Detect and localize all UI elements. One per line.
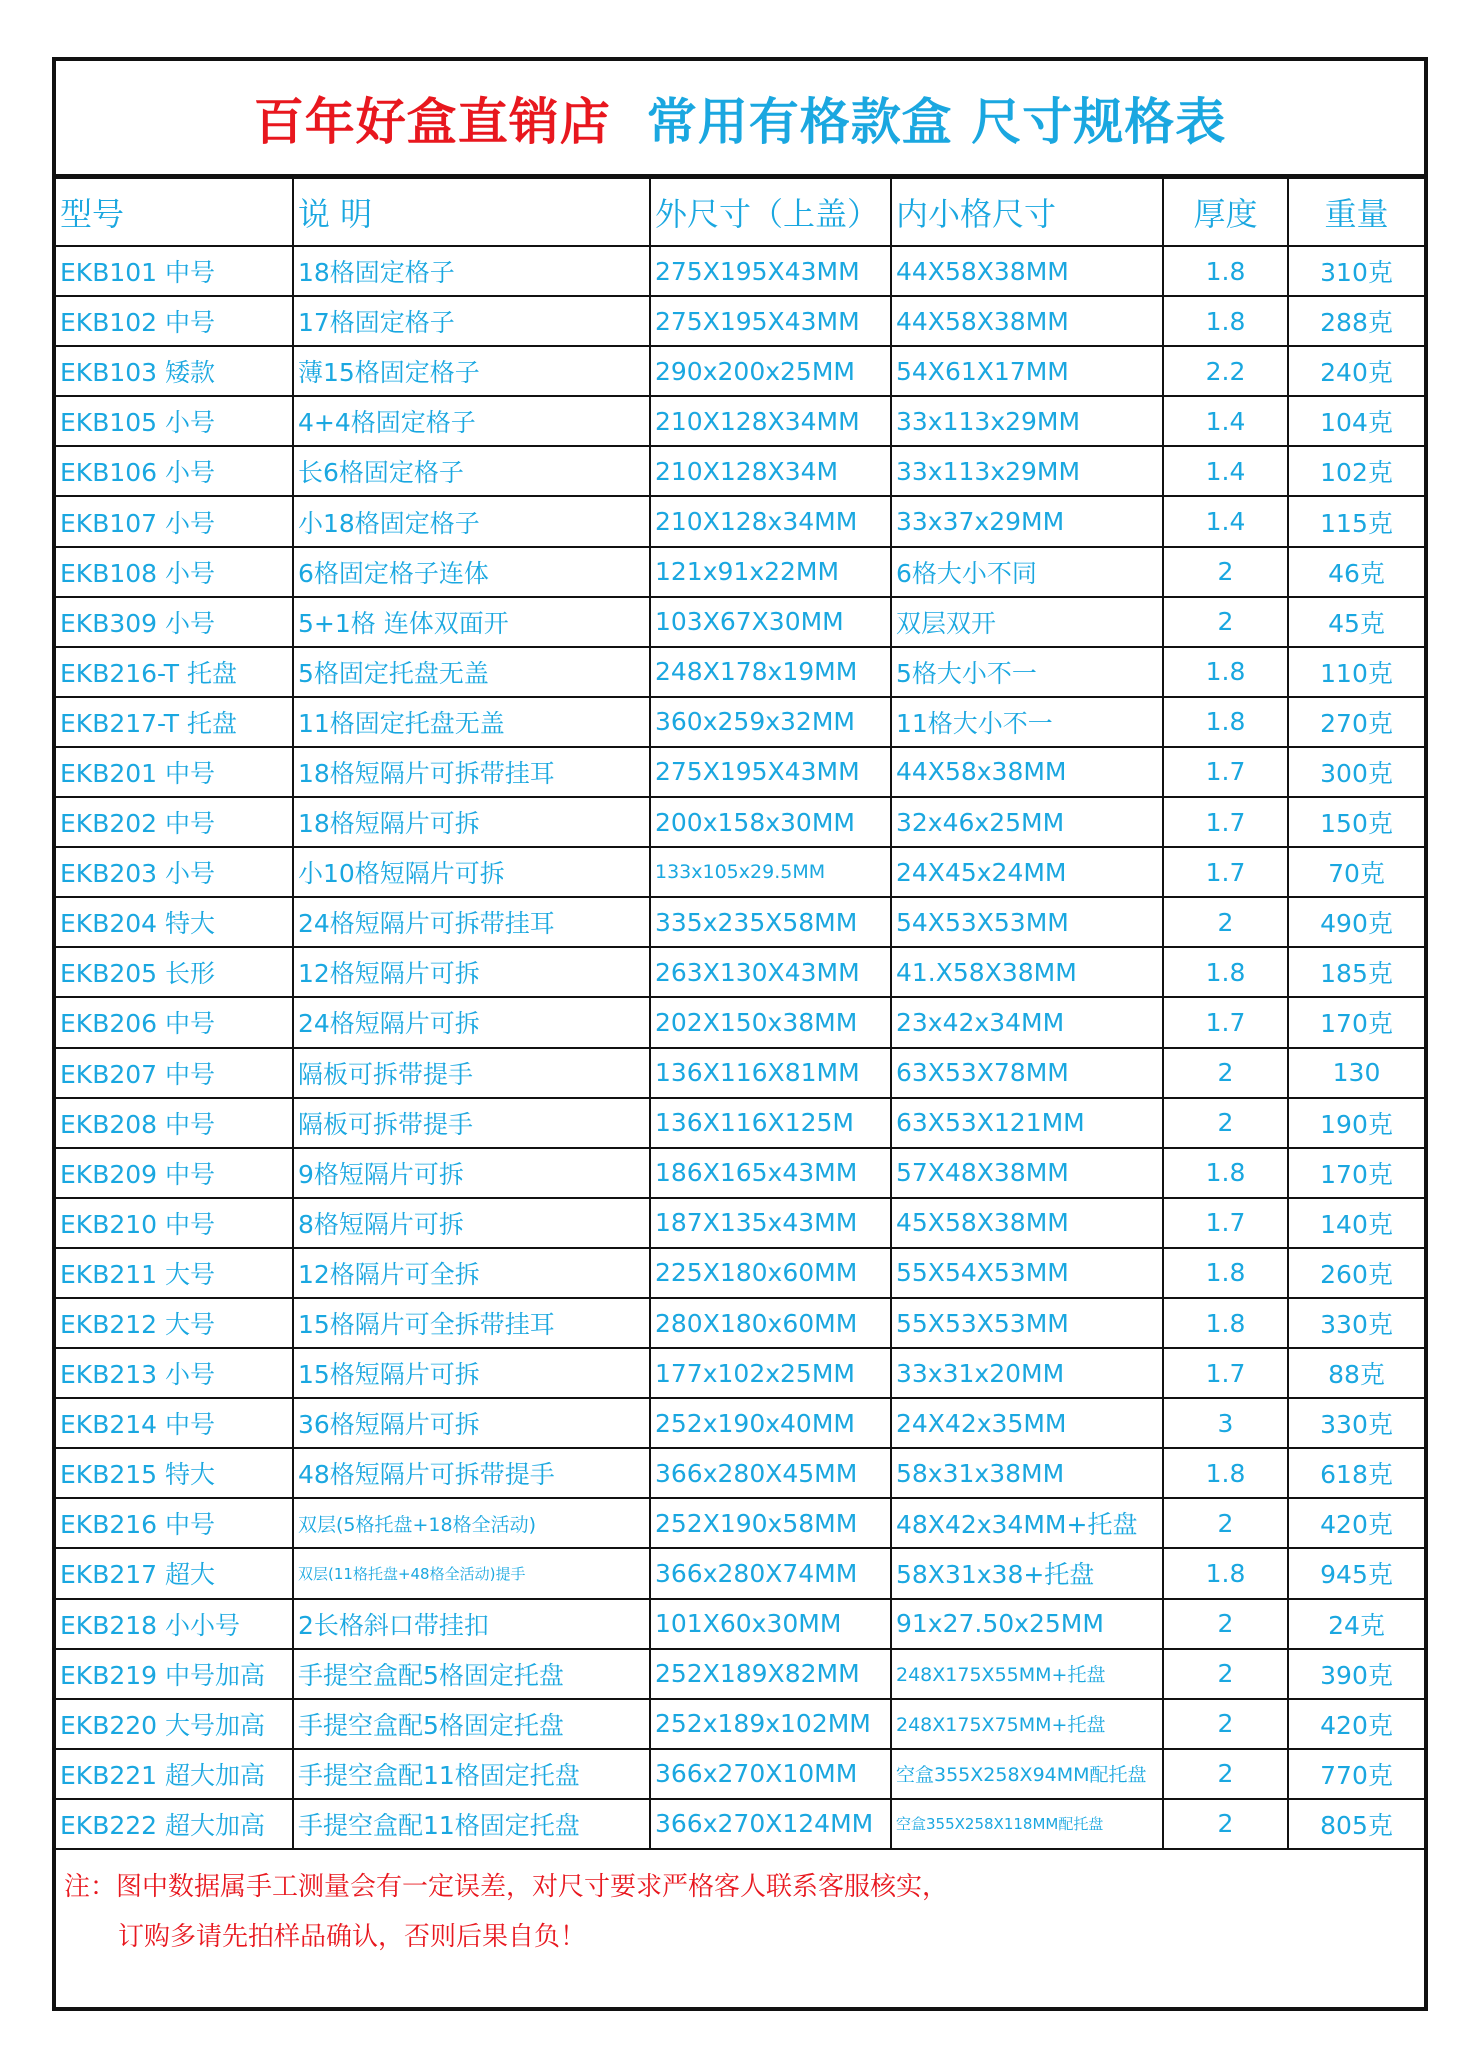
table-row [56, 797, 1424, 847]
cell-description: 手提空盒配11格固定托盘 [293, 1749, 650, 1799]
cell-description: 薄15格固定格子 [293, 346, 650, 396]
cell-outer-size: 366x280X74MM [650, 1548, 891, 1598]
cell-outer-size: 177x102x25MM [650, 1348, 891, 1398]
cell-model: EKB215 特大 [56, 1448, 293, 1498]
cell-model: EKB218 小小号 [56, 1599, 293, 1649]
cell-weight: 770克 [1288, 1749, 1424, 1799]
cell-model: EKB216-T 托盘 [56, 647, 293, 697]
cell-weight: 300克 [1288, 747, 1424, 797]
table-row [56, 747, 1424, 797]
cell-model: EKB108 小号 [56, 547, 293, 597]
cell-thickness: 1.8 [1163, 697, 1288, 747]
cell-model: EKB211 大号 [56, 1248, 293, 1298]
cell-model: EKB208 中号 [56, 1098, 293, 1148]
cell-inner-size: 54X61X17MM [891, 346, 1163, 396]
cell-inner-size: 32x46x25MM [891, 797, 1163, 847]
table-row [56, 1548, 1424, 1598]
table-row [56, 396, 1424, 446]
cell-description: 17格固定格子 [293, 296, 650, 346]
cell-weight: 330克 [1288, 1298, 1424, 1348]
cell-description: 15格隔片可全拆带挂耳 [293, 1298, 650, 1348]
cell-inner-size: 空盒355X258X118MM配托盘 [891, 1799, 1163, 1849]
cell-outer-size: 200x158x30MM [650, 797, 891, 847]
cell-inner-size: 48X42x34MM+托盘 [891, 1498, 1163, 1548]
cell-weight: 70克 [1288, 847, 1424, 897]
cell-model: EKB219 中号加高 [56, 1649, 293, 1699]
table-row [56, 1649, 1424, 1699]
cell-weight: 240克 [1288, 346, 1424, 396]
cell-weight: 24克 [1288, 1599, 1424, 1649]
table-row [56, 547, 1424, 597]
cell-weight: 190克 [1288, 1098, 1424, 1148]
cell-weight: 310克 [1288, 246, 1424, 296]
table-row [56, 1398, 1424, 1448]
cell-description: 小18格固定格子 [293, 496, 650, 546]
cell-thickness: 1.8 [1163, 1548, 1288, 1598]
cell-thickness: 2 [1163, 1599, 1288, 1649]
cell-outer-size: 133x105x29.5MM [650, 847, 891, 897]
cell-description: 18格短隔片可拆 [293, 797, 650, 847]
cell-inner-size: 33x31x20MM [891, 1348, 1163, 1398]
cell-outer-size: 366x280X45MM [650, 1448, 891, 1498]
col-header-outer-size: 外尺寸（上盖） [650, 178, 891, 246]
cell-description: 12格隔片可全拆 [293, 1248, 650, 1298]
cell-weight: 102克 [1288, 446, 1424, 496]
cell-inner-size: 44X58X38MM [891, 246, 1163, 296]
cell-description: 隔板可拆带提手 [293, 1048, 650, 1098]
cell-model: EKB216 中号 [56, 1498, 293, 1548]
cell-description: 手提空盒配5格固定托盘 [293, 1699, 650, 1749]
cell-inner-size: 33x113x29MM [891, 396, 1163, 446]
cell-inner-size: 双层双开 [891, 597, 1163, 647]
cell-weight: 390克 [1288, 1649, 1424, 1699]
cell-thickness: 2 [1163, 547, 1288, 597]
cell-weight: 420克 [1288, 1699, 1424, 1749]
cell-outer-size: 210X128x34MM [650, 496, 891, 546]
cell-inner-size: 23x42x34MM [891, 997, 1163, 1047]
cell-weight: 618克 [1288, 1448, 1424, 1498]
cell-description: 15格短隔片可拆 [293, 1348, 650, 1398]
cell-outer-size: 360x259x32MM [650, 697, 891, 747]
table-row [56, 1148, 1424, 1198]
cell-weight: 88克 [1288, 1348, 1424, 1398]
cell-outer-size: 290x200x25MM [650, 346, 891, 396]
cell-weight: 945克 [1288, 1548, 1424, 1598]
cell-thickness: 2 [1163, 1048, 1288, 1098]
table-row [56, 997, 1424, 1047]
cell-weight: 270克 [1288, 697, 1424, 747]
cell-model: EKB204 特大 [56, 897, 293, 947]
cell-weight: 260克 [1288, 1248, 1424, 1298]
col-header-inner-size: 内小格尺寸 [891, 178, 1163, 246]
table-header-row [56, 178, 1424, 246]
table-row [56, 1799, 1424, 1849]
cell-outer-size: 263X130X43MM [650, 947, 891, 997]
table-row [56, 246, 1424, 296]
cell-weight: 45克 [1288, 597, 1424, 647]
cell-thickness: 2.2 [1163, 346, 1288, 396]
cell-thickness: 2 [1163, 1699, 1288, 1749]
cell-outer-size: 275X195X43MM [650, 747, 891, 797]
table-row [56, 847, 1424, 897]
cell-thickness: 2 [1163, 897, 1288, 947]
cell-model: EKB214 中号 [56, 1398, 293, 1448]
cell-model: EKB106 小号 [56, 446, 293, 496]
cell-weight: 104克 [1288, 396, 1424, 446]
table-row [56, 446, 1424, 496]
cell-description: 12格短隔片可拆 [293, 947, 650, 997]
cell-weight: 420克 [1288, 1498, 1424, 1548]
note-line-2: 订购多请先拍样品确认，否则后果自负！ [118, 1922, 587, 1952]
col-header-thickness: 厚度 [1163, 178, 1288, 246]
table-row [56, 1298, 1424, 1348]
cell-thickness: 1.7 [1163, 847, 1288, 897]
cell-weight: 110克 [1288, 647, 1424, 697]
table-row [56, 1599, 1424, 1649]
cell-outer-size: 252x190x40MM [650, 1398, 891, 1448]
cell-inner-size: 33x37x29MM [891, 496, 1163, 546]
cell-description: 18格固定格子 [293, 246, 650, 296]
cell-model: EKB207 中号 [56, 1048, 293, 1098]
table-row [56, 1248, 1424, 1298]
cell-outer-size: 202X150x38MM [650, 997, 891, 1047]
cell-thickness: 1.8 [1163, 1448, 1288, 1498]
cell-weight: 115克 [1288, 496, 1424, 546]
cell-description: 4+4格固定格子 [293, 396, 650, 446]
cell-outer-size: 366x270X124MM [650, 1799, 891, 1849]
cell-weight: 170克 [1288, 997, 1424, 1047]
cell-description: 手提空盒配5格固定托盘 [293, 1649, 650, 1699]
cell-inner-size: 55X54X53MM [891, 1248, 1163, 1298]
cell-model: EKB209 中号 [56, 1148, 293, 1198]
table-row [56, 1198, 1424, 1248]
cell-thickness: 1.8 [1163, 647, 1288, 697]
cell-description: 5+1格 连体双面开 [293, 597, 650, 647]
cell-inner-size: 91x27.50x25MM [891, 1599, 1163, 1649]
cell-description: 隔板可拆带提手 [293, 1098, 650, 1148]
cell-thickness: 1.8 [1163, 947, 1288, 997]
cell-model: EKB206 中号 [56, 997, 293, 1047]
cell-model: EKB222 超大加高 [56, 1799, 293, 1849]
cell-outer-size: 225X180x60MM [650, 1248, 891, 1298]
cell-thickness: 1.4 [1163, 446, 1288, 496]
cell-outer-size: 136X116X81MM [650, 1048, 891, 1098]
cell-description: 双层(5格托盘+18格全活动) [293, 1498, 650, 1548]
sheet-subject: 常用有格款盒 尺寸规格表 [646, 92, 1227, 151]
cell-weight: 46克 [1288, 547, 1424, 597]
spec-table [56, 177, 1424, 1850]
cell-thickness: 2 [1163, 1098, 1288, 1148]
cell-description: 长6格固定格子 [293, 446, 650, 496]
cell-description: 18格短隔片可拆带挂耳 [293, 747, 650, 797]
cell-thickness: 1.8 [1163, 1248, 1288, 1298]
cell-model: EKB105 小号 [56, 396, 293, 446]
cell-model: EKB202 中号 [56, 797, 293, 847]
cell-outer-size: 136X116X125M [650, 1098, 891, 1148]
cell-thickness: 2 [1163, 1649, 1288, 1699]
table-row [56, 697, 1424, 747]
cell-thickness: 1.8 [1163, 1148, 1288, 1198]
cell-thickness: 1.7 [1163, 747, 1288, 797]
cell-outer-size: 275X195X43MM [650, 296, 891, 346]
cell-weight: 130 [1288, 1048, 1424, 1098]
cell-description: 11格固定托盘无盖 [293, 697, 650, 747]
table-row [56, 1098, 1424, 1148]
col-header-weight: 重量 [1288, 178, 1424, 246]
cell-inner-size: 63X53X78MM [891, 1048, 1163, 1098]
cell-model: EKB210 中号 [56, 1198, 293, 1248]
cell-inner-size: 24X45x24MM [891, 847, 1163, 897]
note-line-1: 注：图中数据属手工测量会有一定误差，对尺寸要求严格客人联系客服核实， [64, 1872, 949, 1902]
cell-outer-size: 252X189X82MM [650, 1649, 891, 1699]
cell-inner-size: 58x31x38MM [891, 1448, 1163, 1498]
store-name: 百年好盒直销店 [253, 92, 611, 151]
cell-inner-size: 24X42x35MM [891, 1398, 1163, 1448]
table-row [56, 1498, 1424, 1548]
cell-inner-size: 空盒355X258X94MM配托盘 [891, 1749, 1163, 1799]
cell-thickness: 2 [1163, 1799, 1288, 1849]
cell-outer-size: 121x91x22MM [650, 547, 891, 597]
cell-description: 双层(11格托盘+48格全活动)提手 [293, 1548, 650, 1598]
page-title [56, 61, 1424, 177]
cell-description: 48格短隔片可拆带提手 [293, 1448, 650, 1498]
cell-inner-size: 57X48X38MM [891, 1148, 1163, 1198]
cell-outer-size: 248X178x19MM [650, 647, 891, 697]
cell-description: 36格短隔片可拆 [293, 1398, 650, 1448]
cell-description: 小10格短隔片可拆 [293, 847, 650, 897]
cell-outer-size: 210X128X34MM [650, 396, 891, 446]
table-row [56, 1048, 1424, 1098]
cell-outer-size: 103X67X30MM [650, 597, 891, 647]
spec-sheet [52, 57, 1428, 2011]
table-row [56, 647, 1424, 697]
table-row [56, 1749, 1424, 1799]
cell-inner-size: 55X53X53MM [891, 1298, 1163, 1348]
cell-inner-size: 54X53X53MM [891, 897, 1163, 947]
cell-thickness: 1.7 [1163, 1198, 1288, 1248]
cell-model: EKB201 中号 [56, 747, 293, 797]
cell-description: 9格短隔片可拆 [293, 1148, 650, 1198]
cell-inner-size: 6格大小不同 [891, 547, 1163, 597]
disclaimer-note [56, 1850, 1424, 1962]
cell-inner-size: 44X58x38MM [891, 747, 1163, 797]
cell-outer-size: 335x235X58MM [650, 897, 891, 947]
cell-weight: 288克 [1288, 296, 1424, 346]
cell-description: 8格短隔片可拆 [293, 1198, 650, 1248]
cell-model: EKB212 大号 [56, 1298, 293, 1348]
cell-description: 手提空盒配11格固定托盘 [293, 1799, 650, 1849]
cell-inner-size: 248X175X75MM+托盘 [891, 1699, 1163, 1749]
cell-inner-size: 63X53X121MM [891, 1098, 1163, 1148]
cell-inner-size: 248X175X55MM+托盘 [891, 1649, 1163, 1699]
cell-inner-size: 11格大小不一 [891, 697, 1163, 747]
cell-model: EKB221 超大加高 [56, 1749, 293, 1799]
table-row [56, 496, 1424, 546]
table-row [56, 1348, 1424, 1398]
cell-outer-size: 186X165x43MM [650, 1148, 891, 1198]
cell-weight: 330克 [1288, 1398, 1424, 1448]
cell-thickness: 2 [1163, 597, 1288, 647]
cell-model: EKB103 矮款 [56, 346, 293, 396]
table-row [56, 1699, 1424, 1749]
cell-thickness: 2 [1163, 1498, 1288, 1548]
cell-weight: 150克 [1288, 797, 1424, 847]
cell-inner-size: 44X58X38MM [891, 296, 1163, 346]
cell-weight: 805克 [1288, 1799, 1424, 1849]
cell-weight: 185克 [1288, 947, 1424, 997]
cell-thickness: 2 [1163, 1749, 1288, 1799]
cell-thickness: 1.4 [1163, 496, 1288, 546]
cell-weight: 170克 [1288, 1148, 1424, 1198]
cell-thickness: 1.8 [1163, 296, 1288, 346]
cell-model: EKB205 长形 [56, 947, 293, 997]
cell-thickness: 1.8 [1163, 1298, 1288, 1348]
cell-outer-size: 187X135x43MM [650, 1198, 891, 1248]
cell-thickness: 3 [1163, 1398, 1288, 1448]
cell-description: 24格短隔片可拆带挂耳 [293, 897, 650, 947]
table-row [56, 1448, 1424, 1498]
table-row [56, 597, 1424, 647]
col-header-model: 型号 [56, 178, 293, 246]
table-row [56, 346, 1424, 396]
cell-description: 5格固定托盘无盖 [293, 647, 650, 697]
cell-inner-size: 33x113x29MM [891, 446, 1163, 496]
table-row [56, 897, 1424, 947]
cell-inner-size: 41.X58X38MM [891, 947, 1163, 997]
cell-weight: 490克 [1288, 897, 1424, 947]
cell-model: EKB217 超大 [56, 1548, 293, 1598]
cell-outer-size: 275X195X43MM [650, 246, 891, 296]
cell-thickness: 1.8 [1163, 246, 1288, 296]
cell-outer-size: 252X190x58MM [650, 1498, 891, 1548]
cell-outer-size: 101X60x30MM [650, 1599, 891, 1649]
table-row [56, 296, 1424, 346]
cell-outer-size: 252x189x102MM [650, 1699, 891, 1749]
cell-inner-size: 45X58X38MM [891, 1198, 1163, 1248]
cell-thickness: 1.7 [1163, 997, 1288, 1047]
cell-model: EKB107 小号 [56, 496, 293, 546]
cell-model: EKB203 小号 [56, 847, 293, 897]
cell-description: 6格固定格子连体 [293, 547, 650, 597]
cell-thickness: 1.4 [1163, 396, 1288, 446]
cell-model: EKB213 小号 [56, 1348, 293, 1398]
cell-outer-size: 280X180x60MM [650, 1298, 891, 1348]
cell-description: 2长格斜口带挂扣 [293, 1599, 650, 1649]
cell-outer-size: 210X128X34M [650, 446, 891, 496]
cell-inner-size: 5格大小不一 [891, 647, 1163, 697]
cell-description: 24格短隔片可拆 [293, 997, 650, 1047]
cell-model: EKB101 中号 [56, 246, 293, 296]
table-row [56, 947, 1424, 997]
cell-model: EKB220 大号加高 [56, 1699, 293, 1749]
cell-model: EKB309 小号 [56, 597, 293, 647]
cell-inner-size: 58X31x38+托盘 [891, 1548, 1163, 1598]
cell-outer-size: 366x270X10MM [650, 1749, 891, 1799]
col-header-description: 说 明 [293, 178, 650, 246]
cell-weight: 140克 [1288, 1198, 1424, 1248]
cell-model: EKB102 中号 [56, 296, 293, 346]
cell-model: EKB217-T 托盘 [56, 697, 293, 747]
cell-thickness: 1.7 [1163, 1348, 1288, 1398]
cell-thickness: 1.7 [1163, 797, 1288, 847]
